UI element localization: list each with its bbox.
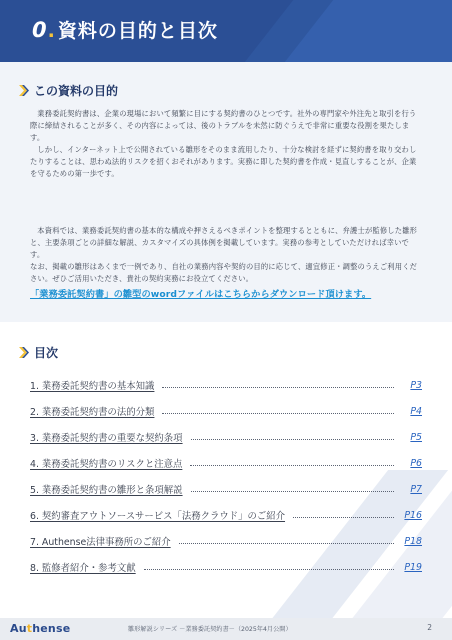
toc-page-link[interactable]: P3 <box>410 379 422 391</box>
toc-item-label[interactable]: 4. 業務委託契約書のリスクと注意点 <box>30 459 183 470</box>
purpose-body-1 <box>30 108 422 180</box>
toc-page-link[interactable]: P19 <box>404 561 422 573</box>
purpose-paragraph: なお、掲載の雛形はあくまで一例であり、自社の業務内容や契約の目的に応じて、適宜修正・調整のうえご利用ください。ぜひご活用いただき、貴社の契約実務にお役立てください。 <box>30 262 418 283</box>
section-number: 0 <box>32 18 48 42</box>
toc-page-link[interactable]: P6 <box>410 457 422 469</box>
toc-item[interactable] <box>30 424 422 450</box>
toc-item-label[interactable]: 6. 契約審査アウトソースサービス「法務クラウド」のご紹介 <box>30 511 286 522</box>
purpose-paragraph: 本資料では、業務委託契約書の基本的な構成や押さえるべきポイントを整理するとともに、弁護士が監修した雛形と、主要条項ごとの詳細な解説、カスタマイズの具体例を掲載しています。実務の参考としていただければ幸いです。 <box>30 226 418 259</box>
table-of-contents <box>30 372 422 580</box>
page-footer <box>0 618 452 640</box>
toc-leader <box>190 465 394 466</box>
toc-item-label[interactable]: 2. 業務委託契約書の法的分類 <box>30 407 155 418</box>
toc-page-link[interactable]: P16 <box>404 509 422 521</box>
page-header <box>0 0 452 62</box>
page-number: 2 <box>427 623 432 632</box>
toc-page-link[interactable]: P7 <box>410 483 422 495</box>
toc-leader <box>179 543 394 544</box>
chevron-right-icon <box>18 347 29 358</box>
title-dot: . <box>47 20 56 42</box>
toc-leader <box>293 517 394 518</box>
toc-heading <box>18 344 58 361</box>
title-text: 資料の目的と目次 <box>57 20 218 42</box>
toc-page-link[interactable]: P18 <box>404 535 422 547</box>
toc-leader <box>162 413 394 414</box>
purpose-heading <box>18 82 118 99</box>
toc-item-label[interactable]: 7. Authense法律事務所のご紹介 <box>30 537 171 548</box>
toc-item[interactable] <box>30 502 422 528</box>
toc-item[interactable] <box>30 450 422 476</box>
purpose-heading-text: この資料の目的 <box>34 84 119 98</box>
toc-leader <box>144 569 394 570</box>
toc-page-link[interactable]: P5 <box>410 431 422 443</box>
toc-item[interactable] <box>30 372 422 398</box>
chevron-right-icon <box>18 85 29 96</box>
toc-heading-text: 目次 <box>34 346 59 360</box>
toc-page-link[interactable]: P4 <box>410 405 422 417</box>
authense-logo: Authense <box>10 622 71 635</box>
toc-item-label[interactable]: 8. 監修者紹介・参考文献 <box>30 563 136 574</box>
purpose-paragraph: 業務委託契約書は、企業の現場において頻繁に目にする契約書のひとつです。社外の専門家や外注先と取引を行う際に締結されることが多く、その内容によっては、後のトラブルを未然に防ぐうえで非常に重要な役割を果たします。 <box>30 109 417 142</box>
purpose-paragraph: しかし、インターネット上で公開されている雛形をそのまま流用したり、十分な検討を経ずに契約書を取り交わしたりすることは、思わぬ法的リスクを招くおそれがあります。実務に即した契約書を作成・見直しすることが、企業を守るための第一歩です。 <box>30 145 417 178</box>
download-template-link[interactable]: 「業務委託契約書」の雛型のwordファイルはこちらからダウンロード頂けます。 <box>30 289 372 300</box>
toc-item[interactable] <box>30 554 422 580</box>
toc-leader <box>191 491 394 492</box>
toc-item[interactable] <box>30 398 422 424</box>
toc-item-label[interactable]: 3. 業務委託契約書の重要な契約条項 <box>30 433 183 444</box>
toc-item[interactable] <box>30 476 422 502</box>
toc-item-label[interactable]: 1. 業務委託契約書の基本知識 <box>30 381 155 392</box>
page-title <box>32 16 218 43</box>
toc-leader <box>162 387 394 388</box>
toc-leader <box>191 439 394 440</box>
footer-caption: 雛形解説シリーズ －業務委託契約書－（2025年4月公開） <box>128 626 292 633</box>
toc-item[interactable] <box>30 528 422 554</box>
toc-item-label[interactable]: 5. 業務委託契約書の雛形と条項解説 <box>30 485 183 496</box>
purpose-body-2 <box>30 225 422 285</box>
